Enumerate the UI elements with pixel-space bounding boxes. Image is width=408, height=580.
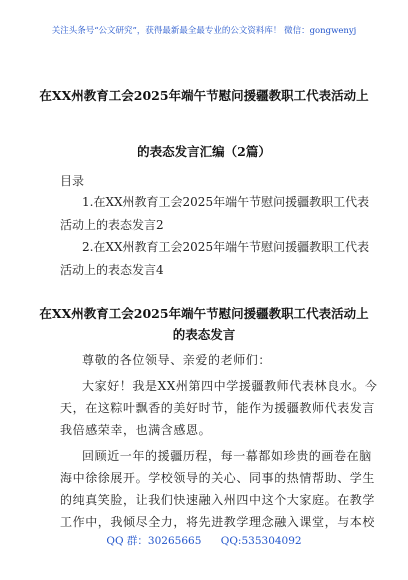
paragraph-2-line-3: 的纯真笑脸，让我们快速融入州四中这个大家庭。在教学	[60, 493, 376, 507]
paragraph-2-line-4: 工作中，我倾尽全力，将先进教学理念融入课堂，与本校	[60, 515, 376, 529]
document-title-line-1: 在XX州教育工会2025年端午节慰问援疆教职工代表活动上	[39, 88, 369, 103]
toc-item-1: 1.在XX州教育工会2025年端午节慰问援疆教职工代表	[82, 195, 370, 209]
section-title-line-1: 在XX州教育工会2025年端午节慰问援疆教职工代表活动上	[39, 306, 369, 321]
footer-qq: QQ:535304092	[220, 535, 302, 547]
paragraph-1-line-1: 大家好！我是XX州第四中学援疆教师代表林良水。今	[82, 379, 378, 393]
footer-contact	[0, 533, 408, 548]
paragraph-1-line-2: 天，在这粽叶飘香的美好时节，能作为援疆教师代表发言	[60, 401, 376, 415]
header-note: 关注头条号“公文研究”，获得最新最全最专业的公文资料库！ 微信：gongwenyj	[51, 26, 357, 36]
toc-heading: 目录	[60, 174, 85, 188]
paragraph-1-line-3: 我倍感荣幸，也满含感恩。	[60, 423, 212, 437]
paragraph-2-line-1: 回顾近一年的援疆历程，每一幕都如珍贵的画卷在脑	[82, 449, 372, 463]
toc-item-1-continued: 活动上的表态发言2	[60, 218, 164, 232]
paragraph-2-line-2: 海中徐徐展开。学校领导的关心、同事的热情帮助、学生	[60, 471, 376, 485]
section-title-line-2: 的表态发言	[172, 327, 236, 342]
toc-item-2: 2.在XX州教育工会2025年端午节慰问援疆教职工代表	[82, 240, 370, 254]
salutation: 尊敬的各位领导、亲爱的老师们：	[82, 353, 272, 367]
toc-item-2-continued: 活动上的表态发言4	[60, 263, 164, 277]
footer-qq-group: QQ 群：30265665	[106, 535, 202, 547]
document-title-line-2: 的表态发言汇编（2篇）	[137, 144, 271, 159]
